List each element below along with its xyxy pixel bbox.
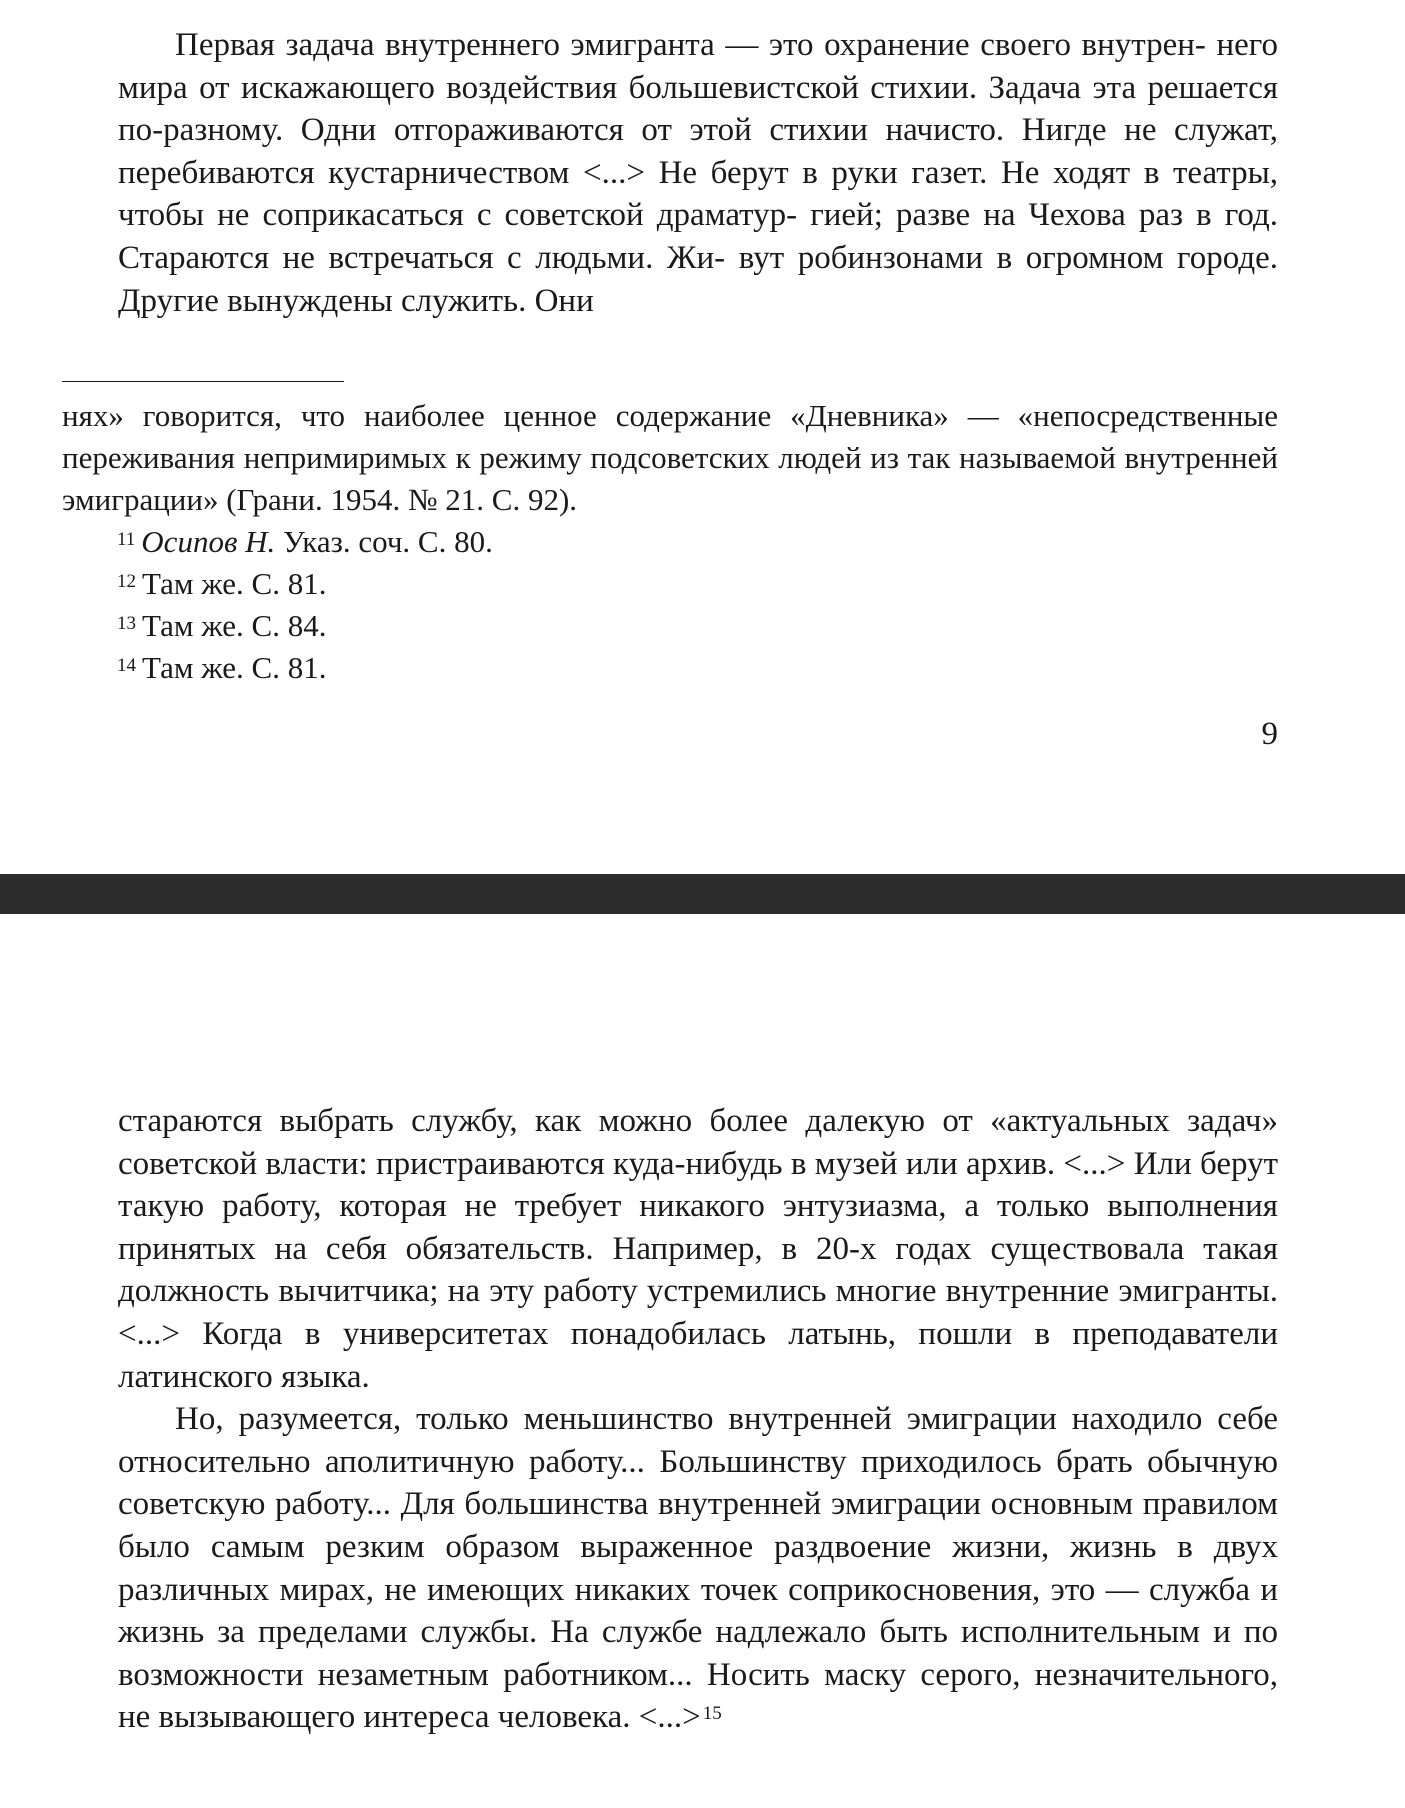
footnote-text: Указ. соч. С. 80. (275, 524, 493, 559)
footnote-separator (62, 381, 344, 382)
footnote-11 (62, 521, 1278, 563)
page-number: 9 (1261, 716, 1278, 752)
main-text-bottom (118, 1100, 1278, 1739)
footnote-text: Там же. С. 81. (142, 566, 327, 601)
page-top (0, 0, 1405, 874)
footnote-number: 13 (117, 613, 136, 634)
body-paragraph: стараются выбрать службу, как можно более далекую от «актуальных задач» советской власти: пристраиваются куда-нибудь в музей или архив. <...> Или берут такую работу, которая не требует никакого энтузиазма, а только выполнения принятых на себя обязательств. Например, в 20-х годах существовала такая должность вычитчика; на эту работу устремились многие внутренние эмигранты. <...> Когда в университетах понадобилась латынь, пошли в преподаватели латинского языка. (118, 1103, 1278, 1395)
body-line: Первая задача внутреннего эмигранта — это охранение своего внутрен- (175, 27, 1206, 63)
footnote-continuation: нях» говорится, что наиболее ценное содержание «Дневника» — «непосредственные переживания непримиримых к режиму подсоветских людей из так называемой внутренней эмиграции» (Грани. 1954. № 21. С. 92). (62, 398, 1278, 517)
paragraph-text: Но, разумеется, только меньшинство внутренней эмиграции находило себе относительно аполитичную работу... Большинству приходилось брать обычную советскую работу... Для большинства внутренней эмиграции основным правилом было самым резким образом выраженное раздвоение жизни, жизнь в двух различных мирах, не имеющих никаких точек соприкосновения, это — служба и жизнь за пределами службы. На службе надлежало быть исполнительным и по возможности незаметным работником... Носить маску серого, незначительного, не вызывающего интереса человека. <...> (118, 1401, 1278, 1736)
body-line: газет. Не ходят в театры, чтобы не соприкасаться с советской драматур- (118, 154, 1279, 234)
footnote-reference: 15 (702, 1703, 722, 1725)
footnote-author: Осипов Н. (141, 524, 276, 559)
footnote-number: 12 (117, 571, 136, 592)
page-divider (0, 874, 1405, 914)
footnote-number: 11 (117, 529, 136, 550)
main-text-top (118, 24, 1278, 322)
footnotes (62, 395, 1278, 689)
footnote-number: 14 (117, 655, 136, 676)
footnote-14 (62, 647, 1278, 689)
footnote-13 (62, 605, 1278, 647)
footnote-text: Там же. С. 81. (142, 650, 327, 685)
body-line: вут робинзонами в огромном городе. Другие вынуждены служить. Они (118, 239, 1279, 319)
body-line: него мира от искажающего воздействия большевистской стихии. Задача (118, 27, 1279, 106)
body-line: Нигде не служат, перебиваются кустарничеством <...> Не берут в руки (118, 112, 1279, 191)
body-line: гией; разве на Чехова раз в год. Стараются не встречаться с людьми. Жи- (118, 197, 1278, 276)
body-paragraph (118, 1398, 1278, 1739)
footnote-text: Там же. С. 84. (142, 608, 327, 643)
body-line: эта решается по-разному. Одни отгораживаются от этой стихии начисто. (118, 69, 1279, 149)
body-paragraph (118, 24, 1278, 322)
footnote-12 (62, 563, 1278, 605)
